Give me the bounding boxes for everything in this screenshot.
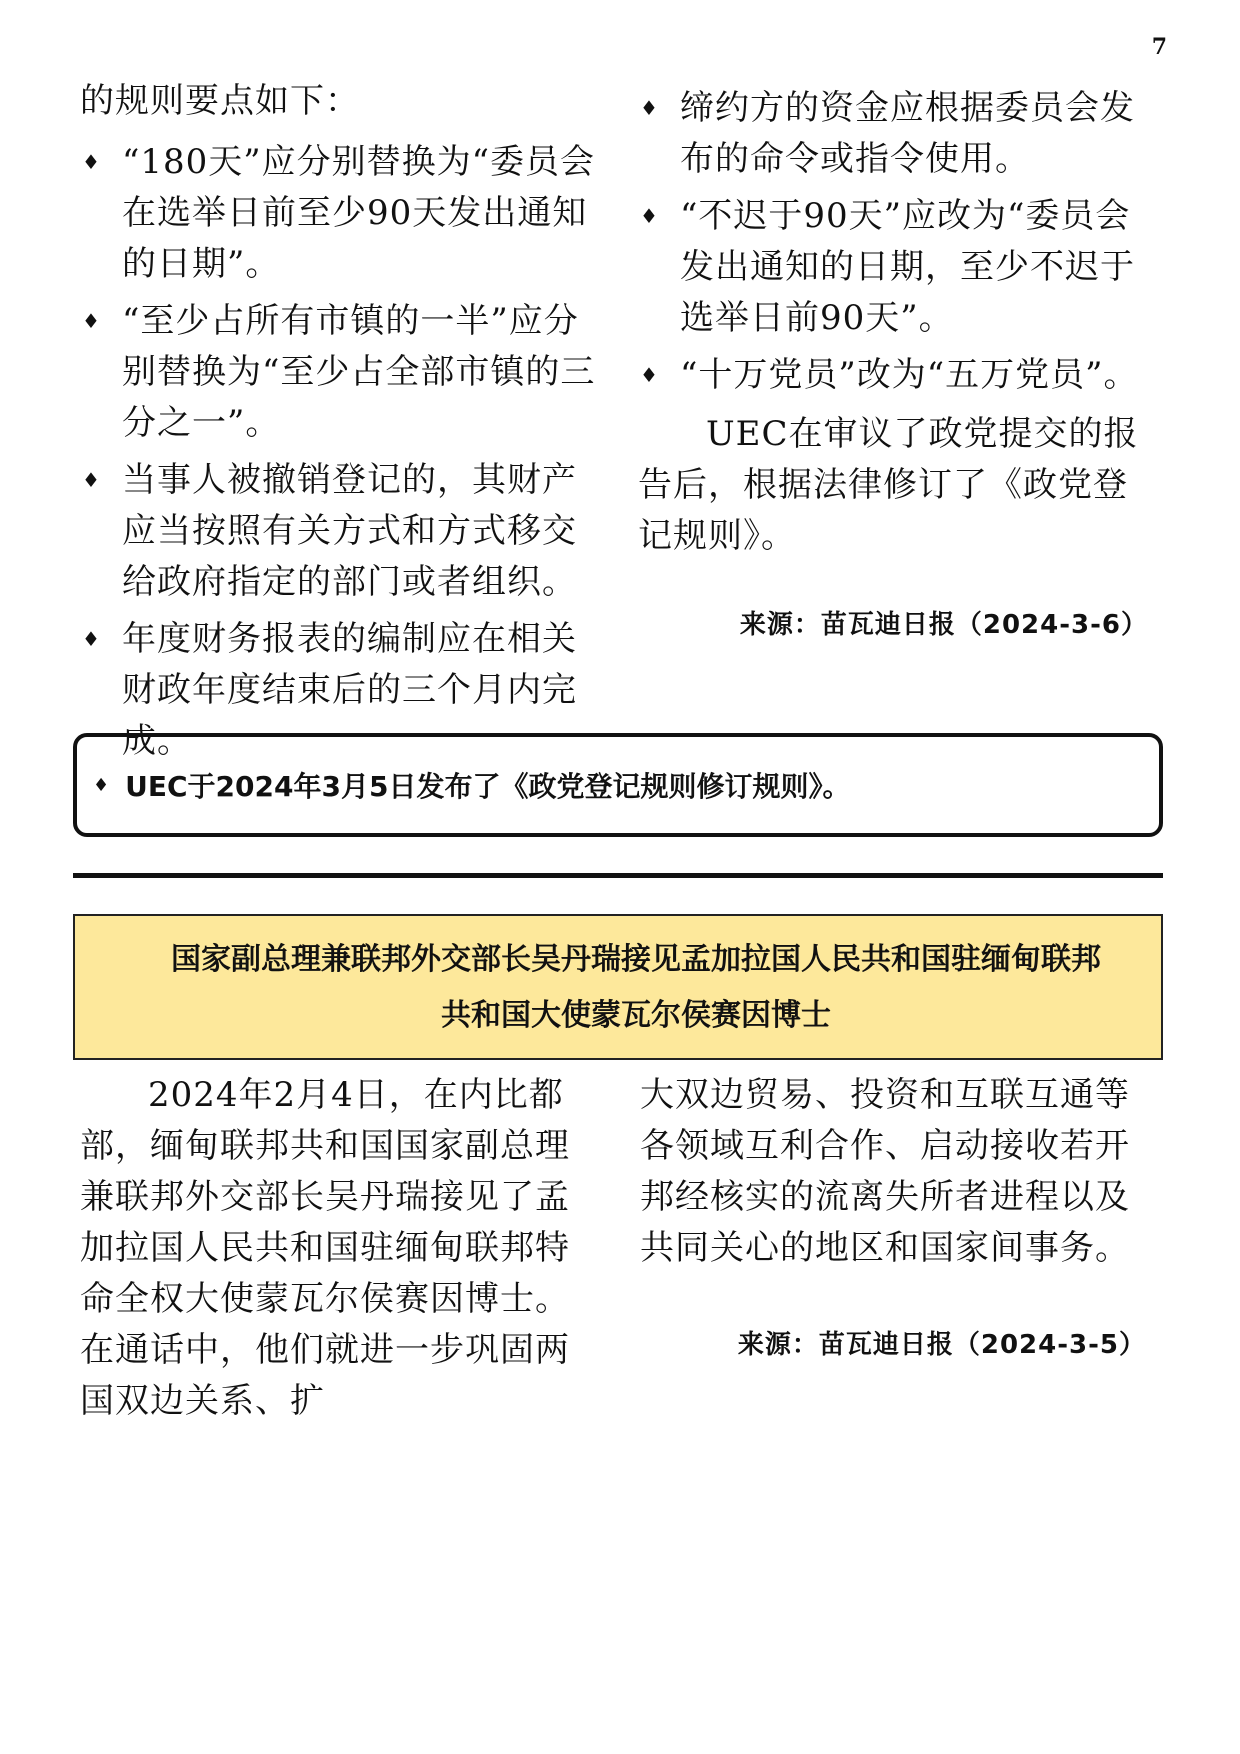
- list-item: ♦ 缔约方的资金应根据委员会发布的命令或指令使用。: [638, 83, 1158, 185]
- notice-text: UEC于2024年3月5日发布了《政党登记规则修订规则》。: [125, 770, 851, 803]
- headline-line-1: 国家副总理兼联邦外交部长吴丹瑞接见孟加拉国人民共和国驻缅甸联邦: [171, 942, 1101, 977]
- page-number: 7: [1151, 34, 1167, 60]
- section-divider: [73, 873, 1163, 878]
- diamond-bullet-icon: ♦: [82, 150, 101, 174]
- diamond-bullet-icon: ♦: [640, 204, 659, 228]
- summary-paragraph: UEC在审议了政党提交的报告后，根据法律修订了《政党登记规则》。: [638, 414, 1139, 556]
- source-citation: 来源：苗瓦迪日报（2024-3-5）: [737, 1330, 1146, 1360]
- article-text-left: 2024年2月4日，在内比都部，缅甸联邦共和国国家副总理兼联邦外交部长吴丹瑞接见了孟加拉国人民共和国驻缅甸联邦特命全权大使蒙瓦尔侯赛因博士。在通话中，他们就进一步巩固两国双边关系、扩: [80, 1075, 570, 1421]
- top-right-column: [638, 83, 1158, 651]
- bullet-list-right: [638, 83, 1158, 401]
- top-left-column: [80, 76, 600, 773]
- headline-line-2: 共和国大使蒙瓦尔侯赛因博士: [441, 998, 831, 1033]
- article-text-right: 大双边贸易、投资和互联互通等各领域互利合作、启动接收若开邦经核实的流离失所者进程以及共同关心的地区和国家间事务。: [640, 1075, 1130, 1268]
- source-citation: 来源：苗瓦迪日报（2024-3-6）: [739, 610, 1148, 640]
- article-left-column: [80, 1070, 602, 1427]
- article-right-column: [640, 1070, 1160, 1371]
- diamond-bullet-icon: ♦: [93, 774, 110, 796]
- list-item: ♦ 当事人被撤销登记的，其财产应当按照有关方式和方式移交给政府指定的部门或者组织。: [80, 455, 600, 608]
- diamond-bullet-icon: ♦: [82, 309, 101, 333]
- bullet-list-left: [80, 137, 600, 767]
- list-item: ♦ “至少占所有市镇的一半”应分别替换为“至少占全部市镇的三分之一”。: [80, 296, 600, 449]
- diamond-bullet-icon: ♦: [82, 468, 101, 492]
- list-item: ♦ “180天”应分别替换为“委员会在选举日前至少90天发出通知的日期”。: [80, 137, 600, 290]
- list-item: ♦ “不迟于90天”应改为“委员会发出通知的日期，至少不迟于选举日前90天”。: [638, 191, 1158, 344]
- notice-box: [73, 733, 1163, 837]
- intro-text: 的规则要点如下：: [80, 81, 360, 121]
- diamond-bullet-icon: ♦: [640, 363, 659, 387]
- article-headline: [73, 914, 1163, 1060]
- diamond-bullet-icon: ♦: [82, 627, 101, 651]
- list-item: ♦ “十万党员”改为“五万党员”。: [638, 350, 1158, 401]
- diamond-bullet-icon: ♦: [640, 96, 659, 120]
- list-item: ♦ 年度财务报表的编制应在相关财政年度结束后的三个月内完成。: [80, 614, 600, 767]
